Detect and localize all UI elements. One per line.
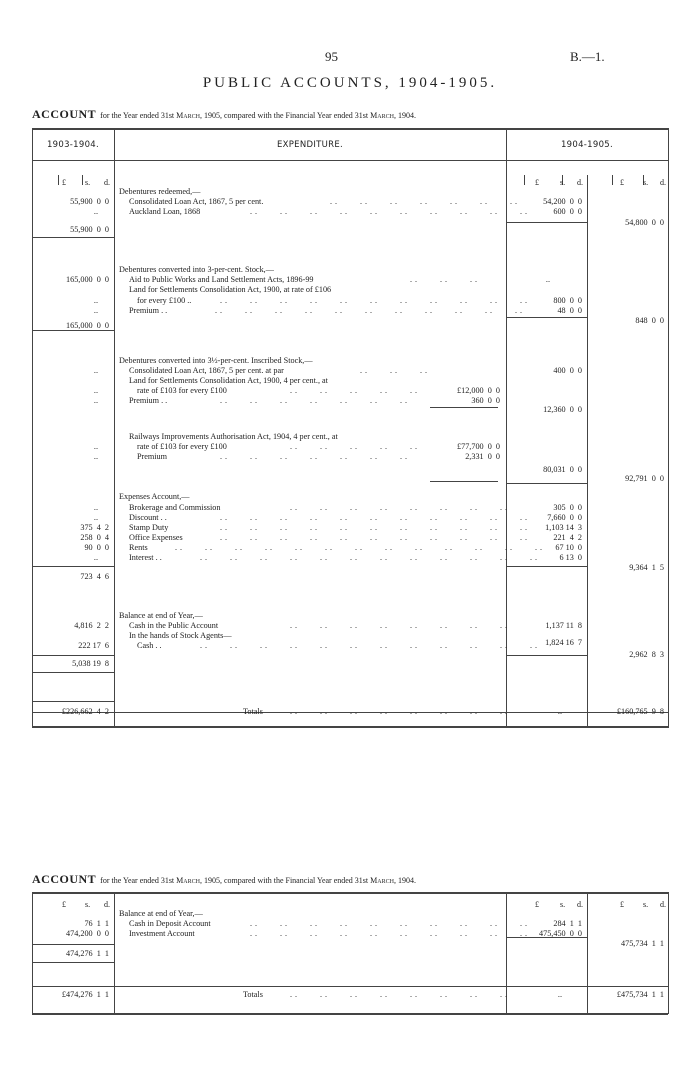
leader-dots: .. .. .. .. .. .. .. .. .. .. .. .. (200, 641, 540, 650)
leader-dots: .. .. .. .. .. .. .. .. (290, 707, 510, 716)
line-item: Premium . . (129, 396, 168, 405)
currency-pence: d. (104, 900, 110, 909)
curr-value: 284 1 1 (553, 919, 582, 928)
prev-value: .. (93, 452, 98, 461)
document-reference: B.—1. (570, 49, 605, 64)
curr-total: 92,791 0 0 (625, 474, 664, 483)
inner-value: £77,700 0 0 (457, 442, 500, 451)
prev-value: 4,816 2 2 (74, 621, 109, 630)
section-heading: Debentures converted into 3-per-cent. Stock,— (119, 265, 274, 274)
curr-value: .. (557, 990, 562, 999)
line-item: Office Expenses (129, 533, 183, 542)
curr-value: 400 0 0 (553, 366, 582, 375)
leader-dots: .. .. .. .. .. .. .. .. (290, 621, 510, 630)
leader-dots: .. .. .. .. .. .. .. .. .. .. (250, 919, 530, 928)
curr-value: 12,360 0 0 (543, 405, 582, 414)
currency-pounds: £ (620, 900, 624, 909)
section-heading: Expenses Account,— (119, 492, 190, 501)
leader-dots: .. .. .. (410, 275, 480, 284)
section-heading: Debentures converted into 3½-per-cent. Inscribed Stock,— (119, 356, 313, 365)
prev-value: .. (93, 442, 98, 451)
prev-value: .. (93, 396, 98, 405)
line-item: Stamp Duty (129, 523, 169, 532)
prev-value: 222 17 6 (78, 641, 109, 650)
currency-pence: d. (577, 178, 583, 187)
line-item: Premium . . (129, 306, 168, 315)
line-item: Premium (137, 452, 168, 461)
leader-dots: .. .. .. .. .. .. .. (220, 396, 410, 405)
prev-subtotal: 165,000 0 0 (66, 321, 109, 330)
curr-total: 848 0 0 (635, 316, 664, 325)
prev-value: .. (93, 503, 98, 512)
prev-value: .. (93, 207, 98, 216)
leader-dots: .. .. .. .. .. (290, 442, 420, 451)
line-item: Investment Account (129, 929, 195, 938)
grand-total: £160,765 9 8 (616, 707, 664, 716)
curr-value: 475,450 0 0 (539, 929, 582, 938)
currency-pounds: £ (62, 178, 66, 187)
leader-dots: .. .. .. (360, 366, 430, 375)
leader-dots: .. .. .. .. .. .. .. .. .. .. .. (220, 533, 530, 542)
line-item: for every £100 .. (137, 296, 192, 305)
currency-shillings: s. (85, 178, 91, 187)
prev-value: 375 4 2 (80, 523, 109, 532)
curr-value: 305 0 0 (553, 503, 582, 512)
line-item: Interest . . (129, 553, 162, 562)
line-item: rate of £103 for every £100 (137, 442, 227, 451)
curr-value: .. (545, 275, 550, 284)
section-heading: Balance at end of Year,— (119, 611, 203, 620)
prev-subtotal: 474,276 1 1 (66, 949, 109, 958)
leader-dots: .. .. .. .. .. .. .. (220, 452, 410, 461)
leader-dots: .. .. .. .. .. .. .. .. .. .. .. (220, 523, 530, 532)
line-item: Auckland Loan, 1868 (129, 207, 201, 216)
leader-dots: .. .. .. .. .. .. .. (330, 197, 520, 206)
currency-pence: d. (660, 900, 666, 909)
prev-total: £226,662 4 2 (61, 707, 109, 716)
line-item: Land for Settlements Consolidation Act, 1900, at rate of £106 (129, 285, 332, 294)
totals-label: Totals (243, 990, 263, 999)
line-item: Consolidated Loan Act, 1867, 5 per cent. (129, 197, 264, 206)
currency-pounds: £ (620, 178, 624, 187)
curr-value: 48 0 0 (557, 306, 582, 315)
currency-pence: d. (104, 178, 110, 187)
totals-label: Totals (243, 707, 263, 716)
leader-dots: .. .. .. .. .. .. .. .. .. .. .. (215, 306, 525, 315)
account1-label: ACCOUNT (32, 107, 97, 121)
prev-value: 474,200 0 0 (66, 929, 109, 938)
curr-value: 1,137 11 8 (545, 621, 582, 630)
currency-shillings: s. (560, 178, 566, 187)
leader-dots: .. .. .. .. .. .. .. .. .. .. .. .. (200, 553, 540, 562)
leader-dots: .. .. .. .. .. .. .. .. .. .. .. (220, 296, 530, 305)
prev-subtotal: 723 4 6 (80, 572, 109, 581)
curr-value: 1,824 16 7 (545, 638, 582, 647)
currency-pence: d. (660, 178, 666, 187)
currency-pence: d. (577, 900, 583, 909)
curr-value: 800 0 0 (553, 296, 582, 305)
curr-value: 54,200 0 0 (543, 197, 582, 206)
prev-value: .. (93, 386, 98, 395)
column-header-1904-1905: 1904-1905. (560, 140, 614, 150)
section-heading: Debentures redeemed,— (119, 187, 201, 196)
curr-value: 80,031 0 0 (543, 465, 582, 474)
prev-value: .. (93, 296, 98, 305)
account2-label: ACCOUNT (32, 872, 97, 886)
leader-dots: .. .. .. .. .. .. .. .. .. .. (250, 207, 530, 216)
inner-value: 360 0 0 (471, 396, 500, 405)
inner-value: £12,000 0 0 (457, 386, 500, 395)
line-item: Cash in the Public Account (129, 621, 219, 630)
leader-dots: .. .. .. .. .. .. .. .. (290, 503, 510, 512)
account2-heading: ACCOUNT for the Year ended 31st March, 1905, compared with the Financial Year ended 31st March, 1904. (32, 872, 416, 886)
curr-value: 600 0 0 (553, 207, 582, 216)
currency-shillings: s. (85, 900, 91, 909)
prev-value: .. (93, 553, 98, 562)
prev-value: 76 1 1 (84, 919, 109, 928)
currency-pounds: £ (62, 900, 66, 909)
inner-value: 2,331 0 0 (465, 452, 500, 461)
line-item: Cash in Deposit Account (129, 919, 211, 928)
prev-subtotal: 55,900 0 0 (70, 225, 109, 234)
page-title: PUBLIC ACCOUNTS, 1904-1905. (202, 75, 498, 91)
leader-dots: .. .. .. .. .. (290, 386, 420, 395)
currency-shillings: s. (643, 178, 649, 187)
line-item: Cash . . (137, 641, 162, 650)
column-header-expenditure: EXPENDITURE. (276, 140, 344, 150)
line-item: In the hands of Stock Agents— (129, 631, 232, 640)
line-item: Consolidated Loan Act, 1867, 5 per cent. at par (129, 366, 284, 375)
curr-total: 2,962 8 3 (629, 650, 664, 659)
curr-value: 67 10 0 (555, 543, 582, 552)
prev-value: .. (93, 513, 98, 522)
leader-dots: .. .. .. .. .. .. .. .. .. .. .. .. .. (175, 543, 545, 552)
section-heading: Balance at end of Year,— (119, 909, 203, 918)
curr-total: 9,364 1 5 (629, 563, 664, 572)
line-item: rate of £103 for every £100 (137, 386, 227, 395)
prev-value: 258 0 4 (80, 533, 109, 542)
leader-dots: .. .. .. .. .. .. .. .. .. .. .. (220, 513, 530, 522)
line-item: Discount . . (129, 513, 167, 522)
page-number: 95 (325, 49, 338, 64)
line-item: Rents (129, 543, 148, 552)
prev-value: 90 0 0 (84, 543, 109, 552)
account1-heading: ACCOUNT for the Year ended 31st March, 1905, compared with the Financial Year ended 31st March, 1904. (32, 107, 416, 121)
currency-shillings: s. (643, 900, 649, 909)
curr-value: 1,103 14 3 (545, 523, 582, 532)
currency-pounds: £ (535, 178, 539, 187)
prev-value: .. (93, 306, 98, 315)
prev-total: £474,276 1 1 (61, 990, 109, 999)
line-item: Railways Improvements Authorisation Act, 1904, 4 per cent., at (129, 432, 338, 441)
currency-shillings: s. (560, 900, 566, 909)
curr-value: 7,660 0 0 (547, 513, 582, 522)
leader-dots: .. .. .. .. .. .. .. .. .. .. (250, 929, 530, 938)
prev-value: 165,000 0 0 (66, 275, 109, 284)
prev-value: .. (93, 366, 98, 375)
curr-total: 475,734 1 1 (621, 939, 664, 948)
line-item: Brokerage and Commission (129, 503, 221, 512)
column-header-1903-1904: 1903-1904. (46, 140, 100, 150)
grand-total: £475,734 1 1 (616, 990, 664, 999)
prev-value: 55,900 0 0 (70, 197, 109, 206)
prev-subtotal: 5,038 19 8 (72, 659, 109, 668)
line-item: Aid to Public Works and Land Settlement Acts, 1896-99 (129, 275, 314, 284)
leader-dots: .. .. .. .. .. .. .. .. (290, 990, 510, 999)
currency-pounds: £ (535, 900, 539, 909)
curr-value: .. (557, 707, 562, 716)
curr-value: 6 13 0 (559, 553, 582, 562)
line-item: Land for Settlements Consolidation Act, 1900, 4 per cent., at (129, 376, 328, 385)
curr-total: 54,800 0 0 (625, 218, 664, 227)
curr-value: 221 4 2 (553, 533, 582, 542)
